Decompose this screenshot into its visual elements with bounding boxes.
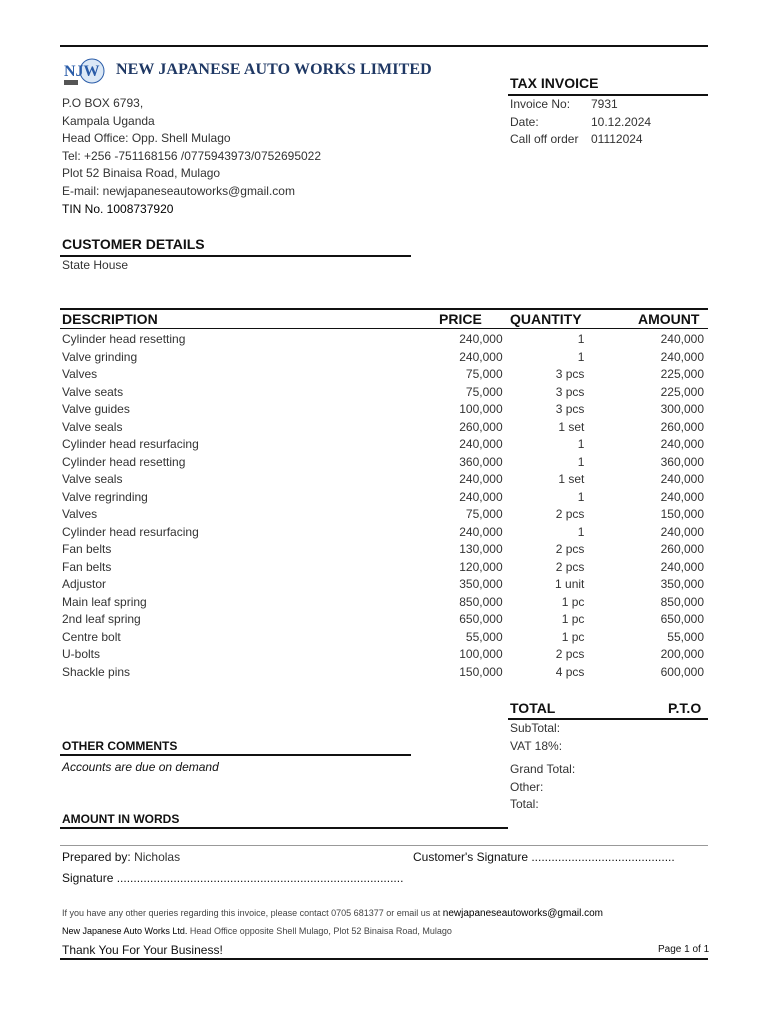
tax-invoice-title: TAX INVOICE bbox=[510, 75, 599, 91]
item-quantity: 4 pcs bbox=[555, 664, 585, 679]
item-amount: 240,000 bbox=[660, 472, 704, 486]
item-quantity: 2 pcs bbox=[555, 559, 585, 574]
tin-number: TIN No. 1008737920 bbox=[62, 201, 174, 216]
company-address bbox=[62, 95, 321, 218]
other-label: Other: bbox=[510, 779, 544, 794]
item-quantity: 1 bbox=[577, 437, 585, 451]
table-row bbox=[60, 401, 708, 419]
customer-name: State House bbox=[62, 258, 129, 272]
subtotal-label: SubTotal: bbox=[510, 721, 561, 735]
item-price: 350,000 bbox=[459, 577, 503, 591]
item-quantity: 3 pcs bbox=[555, 402, 585, 416]
item-amount: 360,000 bbox=[660, 454, 704, 469]
customer-signature: Customer's Signature ........................................... bbox=[413, 850, 675, 864]
item-amount: 350,000 bbox=[660, 577, 704, 591]
item-quantity: 1 bbox=[577, 489, 585, 504]
item-price: 240,000 bbox=[459, 472, 503, 486]
item-description: Main leaf spring bbox=[62, 594, 147, 609]
prepared-by-value: Nicholas bbox=[134, 850, 181, 864]
total-title: TOTAL bbox=[510, 700, 556, 716]
item-price: 150,000 bbox=[459, 664, 503, 679]
totals-labels bbox=[510, 720, 575, 814]
item-quantity: 3 pcs bbox=[555, 367, 585, 381]
item-price: 360,000 bbox=[459, 454, 503, 469]
item-price: 240,000 bbox=[459, 524, 503, 539]
table-row bbox=[60, 629, 708, 647]
header-description: DESCRIPTION bbox=[62, 311, 158, 327]
prepared-by-label: Prepared by: bbox=[62, 850, 131, 864]
item-description: Cylinder head resetting bbox=[62, 332, 186, 346]
company-logo bbox=[62, 56, 106, 86]
item-amount: 300,000 bbox=[660, 402, 704, 416]
header-price: PRICE bbox=[439, 311, 482, 327]
item-quantity: 1 bbox=[577, 454, 585, 469]
item-price: 850,000 bbox=[459, 594, 503, 609]
footer-email: newjapaneseautoworks@gmail.com bbox=[442, 908, 603, 919]
item-description: Valves bbox=[62, 367, 98, 381]
item-amount: 650,000 bbox=[660, 612, 704, 626]
item-price: 55,000 bbox=[465, 629, 503, 644]
address-line: Head Office: Opp. Shell Mulago bbox=[62, 131, 231, 146]
item-amount: 55,000 bbox=[667, 629, 704, 644]
pto-label: P.T.O bbox=[668, 700, 702, 716]
table-row bbox=[60, 349, 708, 367]
item-amount: 240,000 bbox=[660, 559, 704, 574]
item-amount: 200,000 bbox=[660, 647, 704, 661]
invoice-date-row bbox=[510, 114, 651, 132]
item-description: Valve grinding bbox=[62, 349, 138, 364]
item-amount: 240,000 bbox=[660, 524, 704, 539]
table-header-rule bbox=[60, 328, 708, 329]
item-price: 100,000 bbox=[459, 647, 503, 661]
bottom-rule bbox=[60, 958, 708, 960]
item-amount: 240,000 bbox=[660, 437, 704, 451]
item-quantity: 1 pc bbox=[561, 612, 585, 626]
customer-details-rule bbox=[60, 255, 411, 257]
table-row bbox=[60, 594, 708, 612]
address-line: E-mail: newjapaneseautoworks@gmail.com bbox=[62, 183, 295, 198]
call-off-order-row bbox=[510, 131, 651, 149]
footer-queries bbox=[62, 908, 603, 919]
item-description: U-bolts bbox=[62, 647, 101, 661]
thank-you-text: Thank You For Your Business! bbox=[62, 943, 223, 957]
item-amount: 150,000 bbox=[660, 507, 704, 521]
item-description: Valve seats bbox=[62, 384, 124, 399]
item-amount: 260,000 bbox=[660, 542, 704, 556]
address-line: P.O BOX 6793, bbox=[62, 96, 144, 110]
item-amount: 600,000 bbox=[660, 664, 704, 679]
item-description: Valves bbox=[62, 507, 98, 521]
footer-company: New Japanese Auto Works Ltd. bbox=[62, 926, 188, 936]
item-quantity: 2 pcs bbox=[555, 507, 585, 521]
item-amount: 225,000 bbox=[660, 384, 704, 399]
item-price: 240,000 bbox=[459, 437, 503, 451]
item-description: 2nd leaf spring bbox=[62, 612, 141, 626]
table-row bbox=[60, 664, 708, 682]
item-description: Cylinder head resurfacing bbox=[62, 524, 199, 539]
invoice-meta bbox=[510, 96, 651, 149]
item-price: 75,000 bbox=[465, 367, 503, 381]
header-amount: AMOUNT bbox=[638, 311, 700, 327]
item-description: Valve regrinding bbox=[62, 489, 148, 504]
item-quantity: 1 bbox=[577, 524, 585, 539]
item-price: 240,000 bbox=[459, 349, 503, 364]
item-quantity: 2 pcs bbox=[555, 647, 585, 661]
item-amount: 240,000 bbox=[660, 489, 704, 504]
table-row bbox=[60, 489, 708, 507]
address-line: Kampala Uganda bbox=[62, 113, 155, 128]
invoice-number-row bbox=[510, 96, 651, 114]
address-line: Tel: +256 -751168156 /0775943973/0752695022 bbox=[62, 148, 322, 163]
item-description: Shackle pins bbox=[62, 664, 131, 679]
invoice-date-label: Date: bbox=[510, 114, 539, 129]
item-description: Valve seals bbox=[62, 472, 123, 486]
item-quantity: 1 pc bbox=[561, 629, 585, 644]
item-quantity: 2 pcs bbox=[555, 542, 585, 556]
table-row bbox=[60, 611, 708, 629]
table-row bbox=[60, 436, 708, 454]
customer-details-title: CUSTOMER DETAILS bbox=[62, 236, 205, 252]
footer-query-text: If you have any other queries regarding this invoice, please contact 0705 681377 or email us at bbox=[62, 908, 441, 918]
invoice-number-value: 7931 bbox=[591, 97, 618, 111]
item-price: 240,000 bbox=[459, 332, 503, 346]
item-description: Cylinder head resurfacing bbox=[62, 437, 199, 451]
address-line: Plot 52 Binaisa Road, Mulago bbox=[62, 166, 221, 181]
call-off-order-value: 01112024 bbox=[591, 132, 643, 146]
footer-office-text: Head Office opposite Shell Mulago, Plot 52 Binaisa Road, Mulago bbox=[189, 926, 452, 936]
item-amount: 225,000 bbox=[660, 367, 704, 381]
item-price: 240,000 bbox=[459, 489, 503, 504]
item-description: Cylinder head resetting bbox=[62, 454, 186, 469]
item-price: 260,000 bbox=[459, 419, 503, 434]
item-quantity: 3 pcs bbox=[555, 384, 585, 399]
item-quantity: 1 set bbox=[558, 419, 585, 434]
table-top-rule bbox=[60, 308, 708, 310]
table-row bbox=[60, 419, 708, 437]
invoice-date-value: 10.12.2024 bbox=[591, 114, 652, 129]
line-items bbox=[60, 331, 708, 681]
item-amount: 240,000 bbox=[660, 349, 704, 364]
table-row bbox=[60, 541, 708, 559]
other-comments-rule bbox=[60, 754, 411, 756]
amount-in-words-title: AMOUNT IN WORDS bbox=[62, 812, 180, 826]
item-quantity: 1 set bbox=[558, 472, 585, 486]
item-amount: 240,000 bbox=[660, 332, 704, 346]
table-row bbox=[60, 366, 708, 384]
item-price: 75,000 bbox=[465, 507, 503, 521]
item-description: Valve guides bbox=[62, 402, 130, 416]
table-row bbox=[60, 331, 708, 349]
top-rule bbox=[60, 45, 708, 47]
table-row bbox=[60, 576, 708, 594]
item-quantity: 1 pc bbox=[561, 594, 585, 609]
page-number: Page 1 of 1 bbox=[658, 944, 710, 955]
svg-text:NJW: NJW bbox=[64, 63, 100, 80]
item-description: Adjustor bbox=[62, 577, 107, 591]
item-description: Fan belts bbox=[62, 559, 112, 574]
item-price: 650,000 bbox=[459, 612, 503, 626]
total-label: Total: bbox=[510, 797, 539, 812]
amount-in-words-rule bbox=[60, 827, 508, 829]
invoice-number-label: Invoice No: bbox=[510, 97, 571, 111]
item-price: 75,000 bbox=[465, 384, 503, 399]
item-quantity: 1 unit bbox=[555, 577, 585, 591]
item-price: 100,000 bbox=[459, 402, 503, 416]
item-description: Centre bolt bbox=[62, 629, 121, 644]
item-quantity: 1 bbox=[577, 349, 585, 364]
table-row bbox=[60, 471, 708, 489]
other-comments-text: Accounts are due on demand bbox=[62, 760, 219, 774]
other-comments-title: OTHER COMMENTS bbox=[62, 739, 178, 753]
call-off-order-label: Call off order bbox=[510, 132, 579, 146]
table-row bbox=[60, 559, 708, 577]
vat-label: VAT 18%: bbox=[510, 738, 563, 753]
prepared-by bbox=[62, 850, 180, 864]
grand-total-label: Grand Total: bbox=[510, 762, 576, 777]
company-name: NEW JAPANESE AUTO WORKS LIMITED bbox=[116, 61, 432, 78]
item-quantity: 1 bbox=[577, 332, 585, 346]
table-row bbox=[60, 506, 708, 524]
table-row bbox=[60, 384, 708, 402]
signature-separator bbox=[60, 845, 708, 846]
table-row bbox=[60, 454, 708, 472]
signature-line: Signature ...................................................................................... bbox=[62, 871, 404, 885]
table-row bbox=[60, 524, 708, 542]
item-amount: 850,000 bbox=[660, 594, 704, 609]
item-price: 120,000 bbox=[459, 559, 503, 574]
item-description: Fan belts bbox=[62, 542, 112, 556]
footer-office bbox=[62, 926, 452, 936]
item-description: Valve seals bbox=[62, 419, 123, 434]
item-amount: 260,000 bbox=[660, 419, 704, 434]
table-row bbox=[60, 646, 708, 664]
item-price: 130,000 bbox=[459, 542, 503, 556]
header-quantity: QUANTITY bbox=[510, 311, 582, 327]
